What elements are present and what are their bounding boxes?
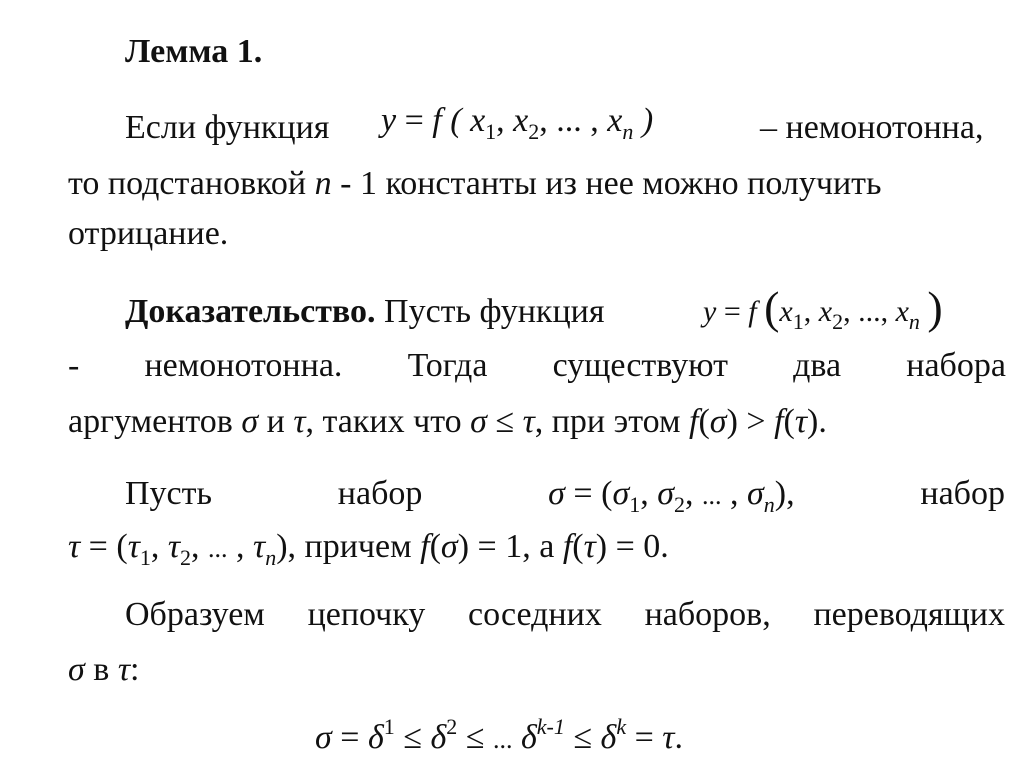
p3-line2: σ в τ:: [68, 651, 140, 688]
lemma-formula: y = f ( $x_1$, $x_2$, ... , $x_n$ ): [381, 102, 654, 144]
lemma-title: Лемма 1.: [125, 33, 263, 70]
lemma-statement-line2: то подстановкой n - 1 константы из нее можно получить: [68, 165, 882, 202]
p2-line1: Пусть набор $\sigma = (\sigma_1$, $\sigma_2$, ... , $\sigma_n$), набор: [125, 475, 1005, 517]
lemma-statement-tail: – немонотонна,: [760, 109, 984, 146]
proof-formula: y = f ($x_1$, $x_2$, ..., $x_n$ ): [703, 282, 943, 334]
lemma-statement-line3: отрицание.: [68, 215, 229, 252]
proof-line1: Доказательство. Пусть функция: [125, 293, 605, 330]
proof-line2: - немонотонна. Тогда существуют два набора: [68, 347, 1006, 384]
lemma-statement-line1: Если функция: [125, 109, 330, 146]
p2-line2: $\tau = (\tau_1$, $\tau_2$, ... , $\tau_n$), причем f(σ) = 1, а f(τ) = 0.: [68, 528, 669, 570]
chain-formula: $\sigma = \delta^1 \le \delta^2$ ≤ ... $\delta^{k-1} \le \delta^k = \tau$.: [315, 714, 683, 756]
proof-line3: аргументов σ и τ, таких что σ ≤ τ, при этом f(σ) > f(τ).: [68, 403, 827, 440]
p3-line1: Образуем цепочку соседних наборов, переводящих: [125, 596, 1005, 633]
